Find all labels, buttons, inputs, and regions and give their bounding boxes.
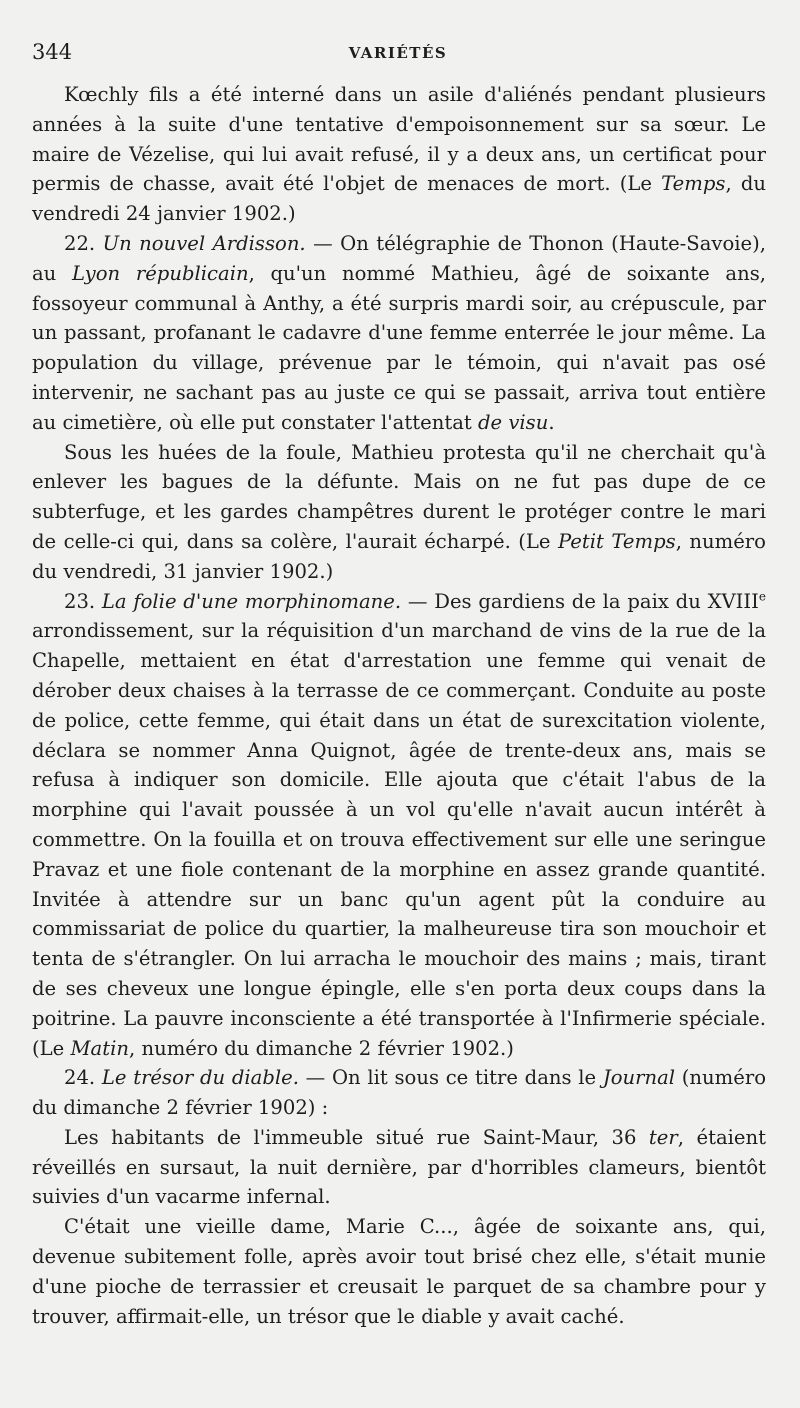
newspaper-title: Petit Temps [558,529,676,553]
page-body [32,80,766,1331]
superscript-e: e [758,589,767,604]
newspaper-title: Journal [602,1066,676,1090]
page-header [32,40,764,70]
paragraph-item-24: 24. Le trésor du diable. — On lit sous ce titre dans le Journal (numéro du dimanche 2 février 1902) : [32,1066,766,1120]
item-heading: Le trésor du diable. [101,1066,299,1090]
running-head: VARIÉTÉS [348,44,448,62]
paragraph-item-24-a: Les habitants de l'immeuble situé rue Saint-Maur, 36 ter, étaient réveillés en sursaut, la nuit dernière, par d'horribles clameurs, bientôt suivies d'un vacarme infernal. [32,1125,766,1209]
item-heading: Un nouvel Ardisson. [102,231,306,255]
paragraph-koechly: Kœchly fils a été interné dans un asile d'aliénés pendant plusieurs années à la suite d'une tentative d'empoisonnement sur sa sœur. Le maire de Vézelise, qui lui avait refusé, il y a deux ans, un certificat pour permis de chasse, avait été l'objet de menaces de mort. (Le Temps, du vendredi 24 janvier 1902.) [32,83,766,226]
paragraph-item-24-b: C'était une vieille dame, Marie C..., âgée de soixante ans, qui, devenue subitement folle, après avoir tout brisé chez elle, s'était munie d'une pioche de terrassier et creusait le parquet de sa chambre pour y trouver, affirmait-elle, un trésor que le diable y avait caché. [32,1215,766,1328]
paragraph-item-22-cont: Sous les huées de la foule, Mathieu protesta qu'il ne cherchait qu'à enlever les bagues de la défunte. Mais on ne fut pas dupe de ce subterfuge, et les gardes champêtres durent le protéger contre le mari de celle-ci qui, dans sa colère, l'aurait écharpé. (Le Petit Temps, numéro du vendredi, 31 janvier 1902.) [32,440,766,583]
newspaper-title: Temps [661,172,726,196]
paragraph-item-22: 22. Un nouvel Ardisson. — On télégraphie de Thonon (Haute-Savoie), au Lyon républicain, qu'un nommé Mathieu, âgé de soixante ans, fossoyeur communal à Anthy, a été surpris mardi soir, au crépuscule, par un passant, profanant le cadavre d'une femme enterrée le jour même. La population du village, prévenue par le témoin, qui n'avait pas osé intervenir, ne sachant pas au juste ce qui se passait, arriva tout entière au cimetière, où elle put constater l'attentat de visu. [32,231,767,434]
newspaper-title: Matin [70,1036,129,1060]
paragraph-item-23: 23. La folie d'une morphinomane. — Des gardiens de la paix du XVIIIe arrondissement, sur la réquisition d'un marchand de vins de la rue de la Chapelle, mettaient en état d'arrestation une femme qui venait de dérober deux chaises à la terrasse de ce commerçant. Conduite au poste de police, cette femme, qui était dans un état de surexcitation violente, déclara se nommer Anna Quignot, âgée de trente-deux ans, mais se refusa à indiquer son domicile. Elle ajouta que c'était l'abus de la morphine qui l'avait poussée à un vol qu'elle n'avait aucun intérêt à commettre. On la fouilla et on trouva effectivement sur elle une seringue Pravaz et une fiole contenant de la morphine en assez grande quantité. Invitée à attendre sur un banc qu'un agent pût la conduire au commissariat de police du quartier, la malheureuse tira son mouchoir et tenta de s'étrangler. On lui arracha le mouchoir des mains ; mais, tirant de ses cheveux une longue épingle, elle s'en porta deux coups dans la poitrine. La pauvre inconsciente a été transportée à l'Infirmerie spéciale. (Le Matin, numéro du dimanche 2 février 1902.) [32,589,767,1060]
page-number: 344 [32,40,73,64]
address-suffix: ter [648,1125,678,1149]
latin-phrase: de visu [477,410,549,434]
item-heading: La folie d'une morphinomane. [101,589,402,613]
newspaper-title: Lyon républicain [72,261,249,285]
